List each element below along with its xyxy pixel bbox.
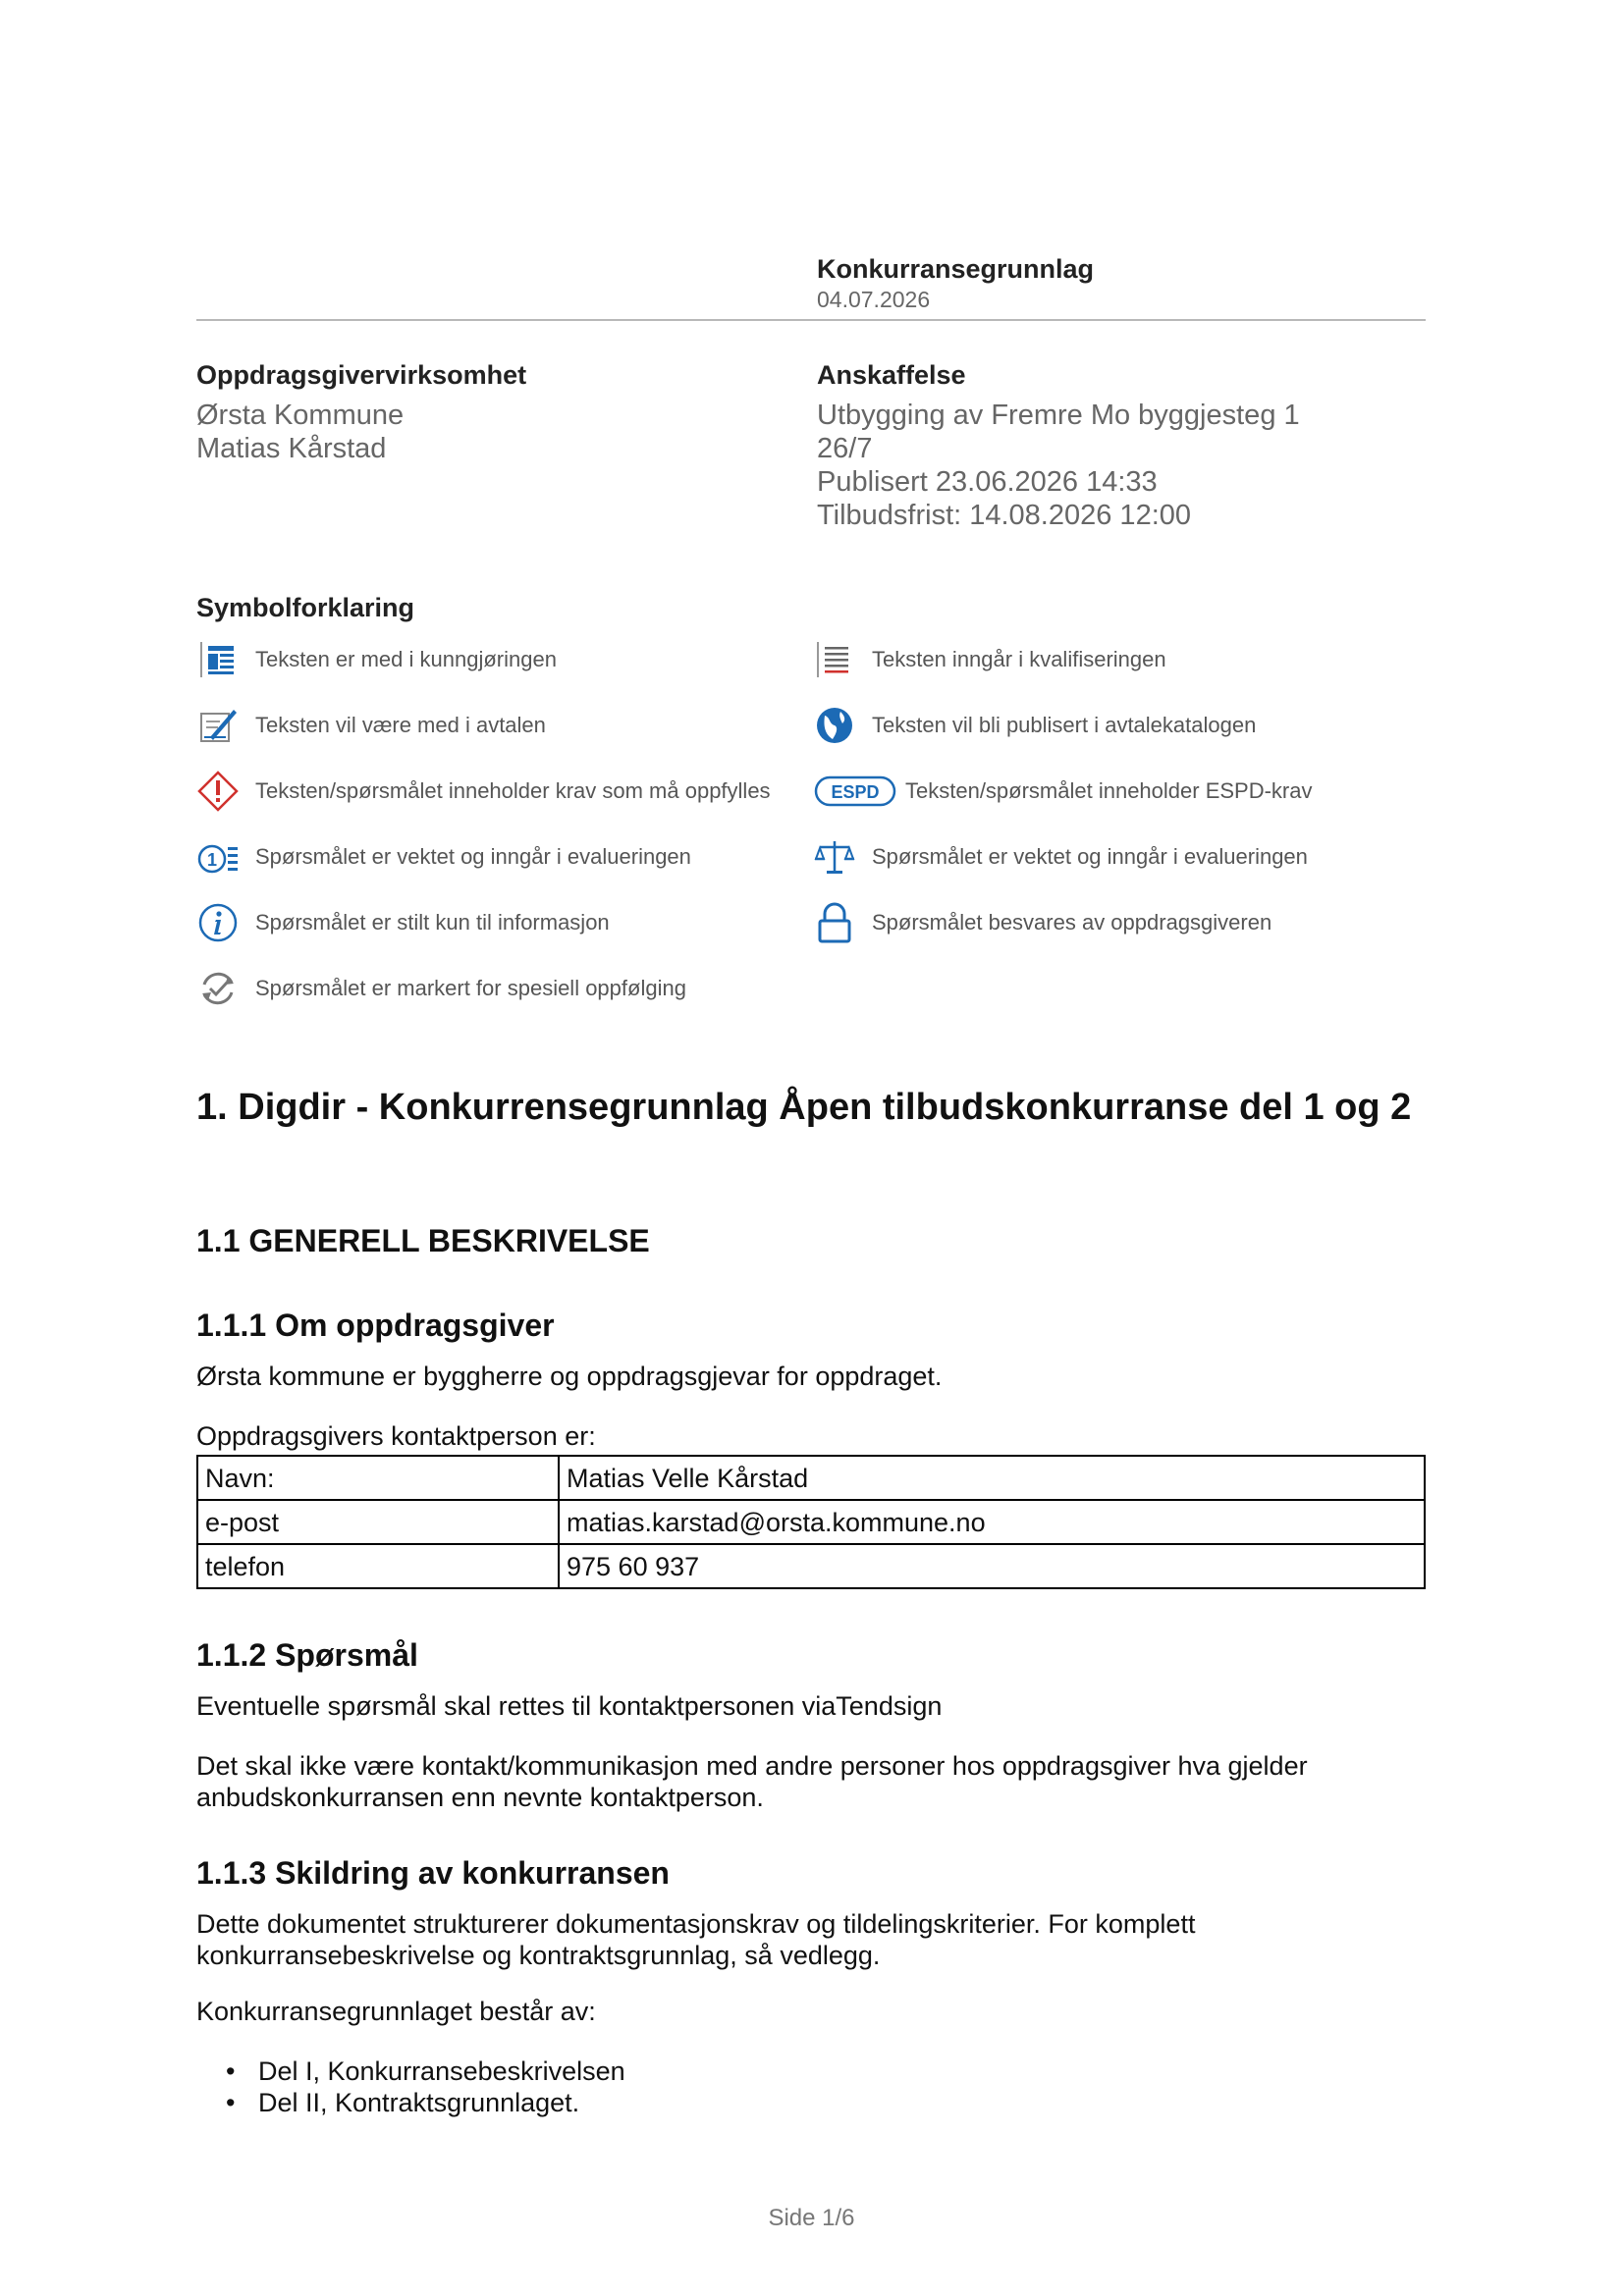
qualification-icon — [813, 638, 856, 681]
table-cell-label: e-post — [197, 1500, 559, 1544]
legend-text: Teksten/spørsmålet inneholder krav som må oppfylles — [255, 778, 771, 803]
paragraph: Det skal ikke være kontakt/kommunikasjon med andre personer hos oppdragsgiver hva gjelder anbudskonkurransen enn nevnte kontaktperson. — [196, 1751, 1308, 1812]
legend-item-announcement — [196, 638, 557, 681]
procurement-reference: 26/7 — [817, 433, 873, 464]
procurement-block — [817, 355, 1426, 532]
legend-text: Spørsmålet er markert for spesiell oppfølging — [255, 976, 686, 1000]
legend-text: Teksten inngår i kvalifiseringen — [872, 647, 1166, 671]
legend-item-info — [196, 901, 610, 944]
info-icon — [196, 901, 240, 944]
table-cell-value: Matias Velle Kårstad — [559, 1456, 1425, 1500]
client-block — [196, 355, 785, 465]
page-number: Side 1/6 — [768, 2205, 855, 2231]
espd-badge-icon — [813, 770, 897, 813]
table-cell-value: matias.karstad@orsta.kommune.no — [559, 1500, 1425, 1544]
procurement-heading: Anskaffelse — [817, 360, 966, 390]
legend-text: Spørsmålet besvares av oppdragsgiveren — [872, 910, 1272, 934]
legend-item-requirement — [196, 770, 771, 813]
paragraph: Konkurransegrunnlaget består av: — [196, 1997, 596, 2026]
section-heading-1-1-1: 1.1.1 Om oppdragsgiver — [196, 1308, 555, 1343]
legend-text: Teksten/spørsmålet inneholder ESPD-krav — [905, 778, 1313, 803]
legend-item-catalogue — [813, 704, 1256, 747]
legend-item-scale — [813, 835, 1308, 879]
legend-item-contract — [196, 704, 546, 747]
procurement-published: Publisert 23.06.2026 14:33 — [817, 466, 1158, 498]
globe-icon — [813, 704, 856, 747]
contract-pen-icon — [196, 704, 240, 747]
legend-item-espd — [813, 770, 1313, 813]
paragraph: Eventuelle spørsmål skal rettes til kontaktpersonen viaTendsign — [196, 1691, 943, 1721]
table-row — [197, 1500, 1425, 1544]
legend-text: Teksten vil bli publisert i avtalekatalogen — [872, 713, 1257, 737]
document-date: 04.07.2026 — [817, 287, 931, 312]
table-row — [197, 1456, 1425, 1500]
client-contact: Matias Kårstad — [196, 433, 387, 464]
procurement-deadline: Tilbudsfrist: 14.08.2026 12:00 — [817, 500, 1192, 531]
legend-text: Teksten er med i kunngjøringen — [255, 647, 557, 671]
bullet-list — [196, 2056, 625, 2118]
contact-table — [196, 1455, 1426, 1589]
refresh-check-icon — [196, 967, 240, 1010]
table-row — [197, 1544, 1425, 1588]
client-name: Ørsta Kommune — [196, 400, 405, 431]
section-heading-1-1: 1.1 GENERELL BESKRIVELSE — [196, 1223, 650, 1258]
procurement-name: Utbygging av Fremre Mo byggjesteg 1 — [817, 400, 1300, 431]
legend-item-weighted — [196, 835, 691, 879]
list-item: • Del I, Konkurransebeskrivelsen — [196, 2056, 625, 2087]
section-heading-1-1-2: 1.1.2 Spørsmål — [196, 1637, 418, 1673]
list-item: • Del II, Kontraktsgrunnlaget. — [196, 2087, 625, 2118]
table-cell-label: telefon — [197, 1544, 559, 1588]
announcement-icon — [196, 638, 240, 681]
client-heading: Oppdragsgivervirksomhet — [196, 360, 527, 390]
lock-icon — [813, 901, 856, 944]
paragraph: Oppdragsgivers kontaktperson er: — [196, 1421, 596, 1451]
table-cell-label: Navn: — [197, 1456, 559, 1500]
section-heading-1-1-3: 1.1.3 Skildring av konkurransen — [196, 1855, 670, 1891]
legend-text: Teksten vil være med i avtalen — [255, 713, 546, 737]
weighted-list-icon — [196, 835, 240, 879]
legend-item-qualification — [813, 638, 1166, 681]
espd-badge-label: ESPD — [831, 782, 880, 802]
warning-icon — [196, 770, 240, 813]
legend-item-lock — [813, 901, 1271, 944]
svg-text:1: 1 — [206, 850, 218, 870]
legend-title: Symbolforklaring — [196, 593, 415, 622]
legend-item-followup — [196, 967, 686, 1010]
legend-text: Spørsmålet er vektet og inngår i evalueringen — [872, 844, 1308, 869]
table-cell-value: 975 60 937 — [559, 1544, 1425, 1588]
scale-icon — [813, 835, 856, 879]
document-title: Konkurransegrunnlag — [817, 254, 1095, 284]
legend-text: Spørsmålet er vektet og inngår i evalueringen — [255, 844, 691, 869]
legend-text: Spørsmålet er stilt kun til informasjon — [255, 910, 610, 934]
section-heading-1: 1. Digdir - Konkurrensegrunnlag Åpen tilbudskonkurranse del 1 og 2 — [196, 1087, 1412, 1128]
document-header — [817, 252, 1426, 313]
paragraph: Dette dokumentet strukturerer dokumentasjonskrav og tildelingskriterier. For komplett konkurransebeskrivelse og kontraktsgrunnlag, så vedlegg. — [196, 1909, 1196, 1970]
header-divider — [196, 319, 1426, 321]
paragraph: Ørsta kommune er byggherre og oppdragsgjevar for oppdraget. — [196, 1362, 943, 1391]
